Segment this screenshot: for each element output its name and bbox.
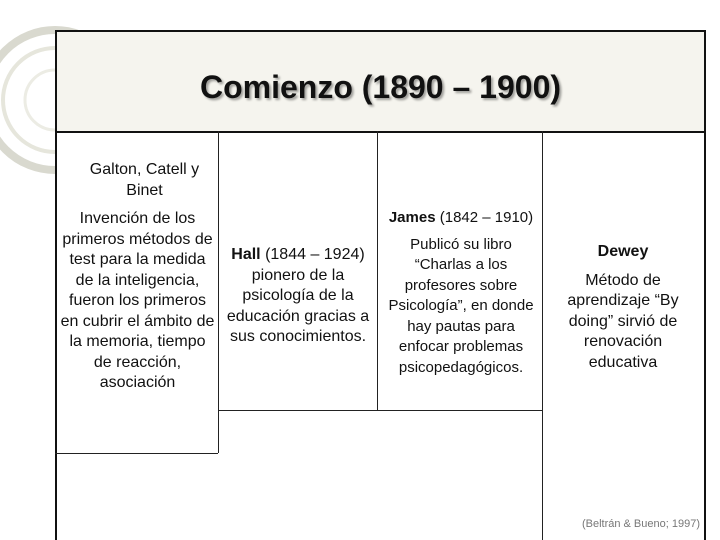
citation: (Beltrán & Bueno; 1997) bbox=[581, 518, 700, 530]
column-heading: Dewey bbox=[597, 243, 649, 260]
column-hall bbox=[222, 245, 374, 348]
column-text: pionero de la psicología de la educación gracias a sus conocimientos. bbox=[226, 266, 370, 345]
row-divider bbox=[55, 453, 218, 454]
column-divider bbox=[542, 131, 543, 540]
column-text: Invención de los primeros métodos de test para la medida de la inteligencia, fueron los primeros en cubrir el ámbito de la memoria, tiempo de reacción, asociación bbox=[60, 210, 215, 391]
title-band bbox=[57, 32, 704, 133]
slide-title: Comienzo (1890 – 1900) bbox=[199, 69, 562, 105]
column-name: James bbox=[388, 209, 436, 226]
column-years: (1844 – 1924) bbox=[260, 246, 365, 263]
column-text: Método de aprendizaje “By doing” sirvió de renovación educativa bbox=[567, 271, 679, 371]
column-years: (1842 – 1910) bbox=[435, 209, 534, 226]
column-galton-catell-binet bbox=[60, 160, 215, 394]
column-name: Hall bbox=[231, 246, 261, 263]
column-dewey bbox=[548, 242, 698, 373]
column-divider bbox=[377, 131, 378, 410]
column-divider bbox=[218, 131, 219, 453]
column-text: Publicó su libro “Charlas a los profesores sobre Psicología”, en donde hay pautas para enfocar problemas psicopedagógicos. bbox=[388, 235, 534, 376]
column-heading: Galton, Catell y Binet bbox=[89, 161, 200, 199]
column-james bbox=[383, 208, 539, 378]
row-divider bbox=[218, 410, 542, 411]
